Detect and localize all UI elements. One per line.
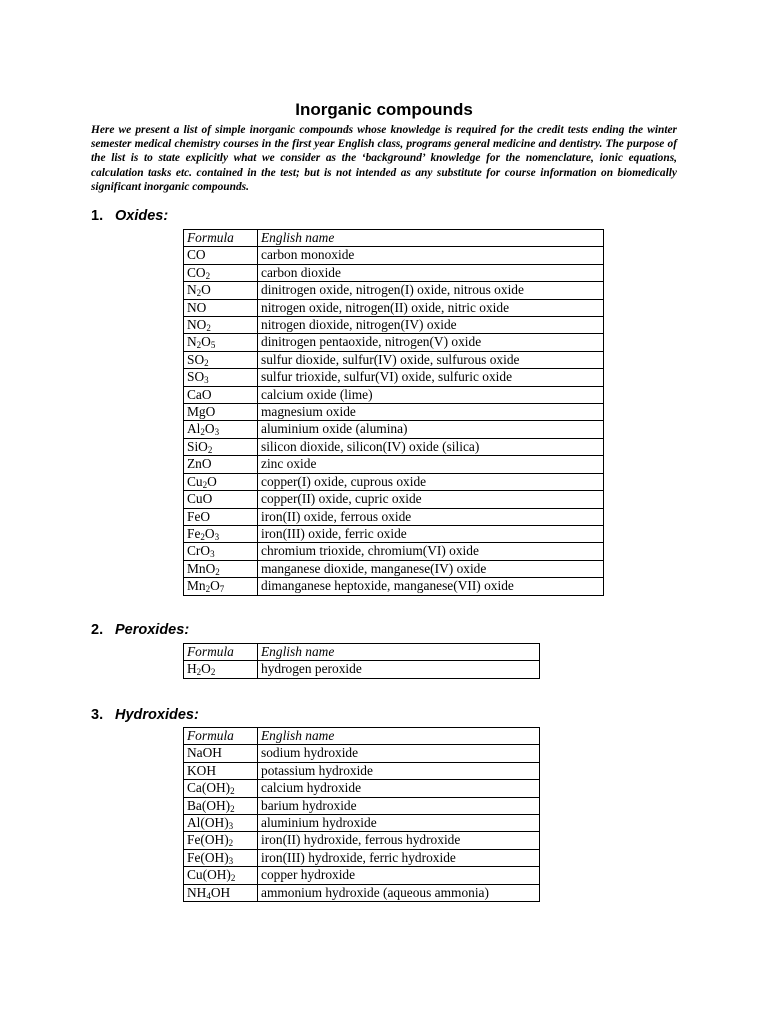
english-name-cell: chromium trioxide, chromium(VI) oxide [258, 543, 604, 560]
table-row [184, 508, 604, 525]
formula-cell: $SO_3$ [184, 369, 258, 386]
english-name-cell: copper hydroxide [258, 867, 540, 884]
english-name-cell: calcium oxide (lime) [258, 386, 604, 403]
formula-cell: KOH [184, 762, 258, 779]
table-row [184, 762, 540, 779]
table-row [184, 473, 604, 490]
english-name-cell: manganese dioxide, manganese(IV) oxide [258, 560, 604, 577]
formula-cell: FeO [184, 508, 258, 525]
formula-cell: $Al(OH)_3$ [184, 815, 258, 832]
formula-cell: $Ca(OH)_2$ [184, 780, 258, 797]
table-row [184, 849, 540, 866]
formula-cell: $Fe_2O_3$ [184, 525, 258, 542]
peroxides-table [183, 643, 540, 679]
table-row [184, 299, 604, 316]
formula-cell: $Cu(OH)_2$ [184, 867, 258, 884]
formula-cell: CO [184, 247, 258, 264]
formula-cell: $Fe(OH)_3$ [184, 849, 258, 866]
formula-cell: $NO_2$ [184, 317, 258, 334]
page-title: Inorganic compounds [295, 100, 473, 119]
section-title: Peroxides: [115, 622, 190, 638]
english-name-cell: sodium hydroxide [258, 745, 540, 762]
english-name-cell: aluminium oxide (alumina) [258, 421, 604, 438]
table-row [184, 404, 604, 421]
english-name-cell: silicon dioxide, silicon(IV) oxide (silica) [258, 438, 604, 455]
english-name-cell: nitrogen dioxide, nitrogen(IV) oxide [258, 317, 604, 334]
formula-cell: $Cu_2O$ [184, 473, 258, 490]
section-title: Hydroxides: [115, 707, 199, 723]
table-header-row [184, 644, 540, 661]
formula-cell: MgO [184, 404, 258, 421]
table-row [184, 438, 604, 455]
table-row [184, 456, 604, 473]
table-row [184, 421, 604, 438]
formula-cell: SiO$_2$ [184, 438, 258, 455]
formula-cell: NO [184, 299, 258, 316]
table-row [184, 334, 604, 351]
english-name-cell: sulfur dioxide, sulfur(IV) oxide, sulfurous oxide [258, 351, 604, 368]
hydroxides-table [183, 727, 540, 902]
formula-cell: $Mn_2O_7$ [184, 578, 258, 595]
formula-cell: CaO [184, 386, 258, 403]
section-heading-hydroxides [91, 707, 199, 723]
formula-cell: CuO [184, 491, 258, 508]
table-row [184, 661, 540, 678]
section-heading-peroxides [91, 622, 189, 638]
table-row [184, 543, 604, 560]
table-row [184, 745, 540, 762]
section-title: Oxides: [115, 208, 169, 224]
name-column-header: English name [258, 644, 540, 661]
table-row [184, 525, 604, 542]
table-header-row [184, 230, 604, 247]
english-name-cell: carbon dioxide [258, 264, 604, 281]
formula-cell: $SO_2$ [184, 351, 258, 368]
english-name-cell: iron(II) oxide, ferrous oxide [258, 508, 604, 525]
table-row [184, 797, 540, 814]
table-row [184, 247, 604, 264]
english-name-cell: dinitrogen pentaoxide, nitrogen(V) oxide [258, 334, 604, 351]
english-name-cell: potassium hydroxide [258, 762, 540, 779]
english-name-cell: dimanganese heptoxide, manganese(VII) oxide [258, 578, 604, 595]
oxides-table [183, 229, 604, 596]
english-name-cell: aluminium hydroxide [258, 815, 540, 832]
english-name-cell: barium hydroxide [258, 797, 540, 814]
table-row [184, 578, 604, 595]
formula-cell: $Fe(OH)_2$ [184, 832, 258, 849]
table-row [184, 867, 540, 884]
formula-column-header: Formula [184, 230, 258, 247]
english-name-cell: calcium hydroxide [258, 780, 540, 797]
section-number: 3. [91, 707, 104, 723]
table-row [184, 386, 604, 403]
formula-cell: $Ba(OH)_2$ [184, 797, 258, 814]
table-row [184, 369, 604, 386]
intro-paragraph: Here we present a list of simple inorganic compounds whose knowledge is required for the credit tests ending the winter semester medical chemistry courses in the first year English class, programs general medicine and dentistry. The purpose of the list is to state explicitly what we consider as the ‘background’ knowledge for the nomenclature, ionic equations, calculation tasks etc. contained in the test; but is not intended as any substitute for course information on biomedically significant inorganic compounds. [91, 124, 677, 193]
english-name-cell: dinitrogen oxide, nitrogen(I) oxide, nitrous oxide [258, 282, 604, 299]
name-column-header: English name [258, 728, 540, 745]
formula-column-header: Formula [184, 728, 258, 745]
formula-cell: MnO$_2$ [184, 560, 258, 577]
table-row [184, 815, 540, 832]
table-row [184, 560, 604, 577]
table-row [184, 491, 604, 508]
formula-cell: $H_2O_2$ [184, 661, 258, 678]
name-column-header: English name [258, 230, 604, 247]
english-name-cell: copper(I) oxide, cuprous oxide [258, 473, 604, 490]
english-name-cell: hydrogen peroxide [258, 661, 540, 678]
formula-cell: ZnO [184, 456, 258, 473]
formula-cell: $N_2O_5$ [184, 334, 258, 351]
formula-cell: $NH_4OH$ [184, 884, 258, 901]
table-row [184, 780, 540, 797]
english-name-cell: copper(II) oxide, cupric oxide [258, 491, 604, 508]
english-name-cell: iron(II) hydroxide, ferrous hydroxide [258, 832, 540, 849]
english-name-cell: iron(III) hydroxide, ferric hydroxide [258, 849, 540, 866]
table-row [184, 351, 604, 368]
formula-column-header: Formula [184, 644, 258, 661]
section-heading-oxides [91, 208, 168, 224]
formula-cell: CrO$_3$ [184, 543, 258, 560]
table-row [184, 317, 604, 334]
english-name-cell: ammonium hydroxide (aqueous ammonia) [258, 884, 540, 901]
section-number: 2. [91, 622, 104, 638]
formula-cell: $CO_2$ [184, 264, 258, 281]
english-name-cell: sulfur trioxide, sulfur(VI) oxide, sulfuric oxide [258, 369, 604, 386]
table-row [184, 884, 540, 901]
section-number: 1. [91, 208, 104, 224]
table-row [184, 832, 540, 849]
table-header-row [184, 728, 540, 745]
table-row [184, 282, 604, 299]
english-name-cell: nitrogen oxide, nitrogen(II) oxide, nitric oxide [258, 299, 604, 316]
table-row [184, 264, 604, 281]
formula-cell: $N_2O$ [184, 282, 258, 299]
english-name-cell: carbon monoxide [258, 247, 604, 264]
english-name-cell: zinc oxide [258, 456, 604, 473]
formula-cell: $Al_2O_3$ [184, 421, 258, 438]
english-name-cell: magnesium oxide [258, 404, 604, 421]
english-name-cell: iron(III) oxide, ferric oxide [258, 525, 604, 542]
formula-cell: NaOH [184, 745, 258, 762]
